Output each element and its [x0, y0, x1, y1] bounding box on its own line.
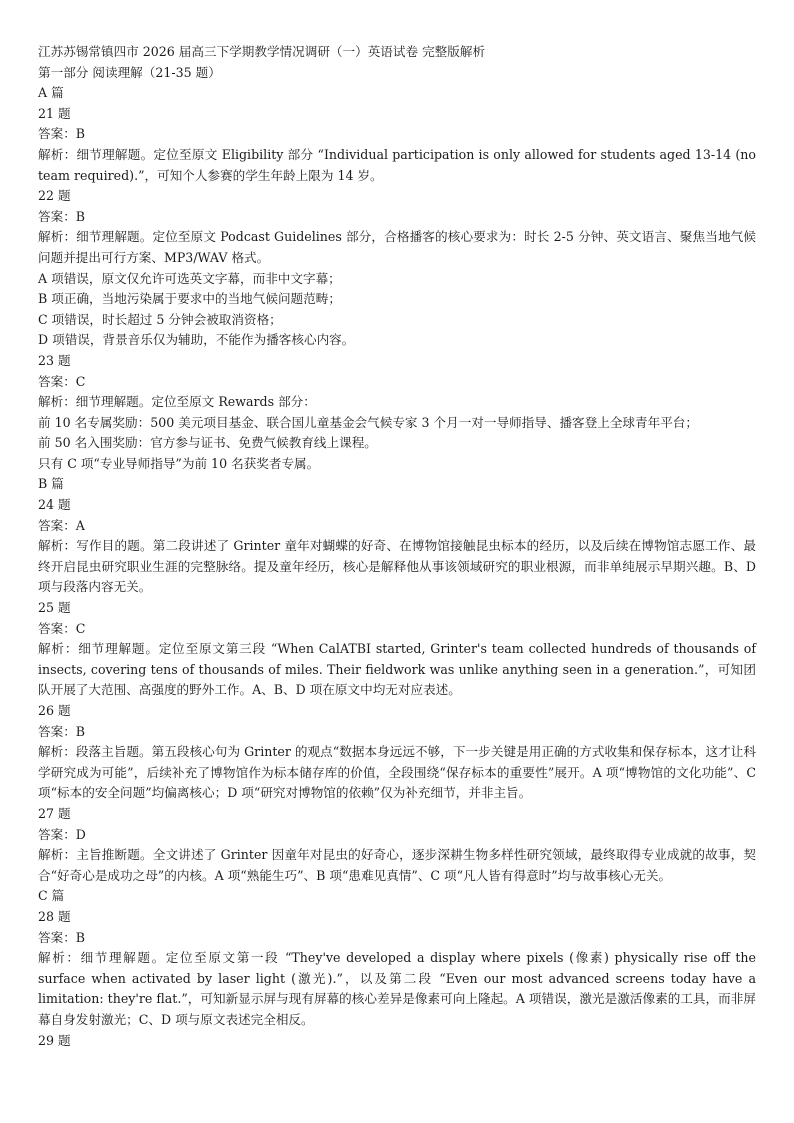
- answer-line: 答案：B: [38, 126, 86, 142]
- section-heading-c: C 篇: [38, 888, 65, 904]
- question-number: 25 题: [38, 600, 71, 616]
- question-number: 29 题: [38, 1032, 71, 1048]
- answer-line: 答案：C: [38, 373, 86, 389]
- analysis-paragraph: 解析：主旨推断题。全文讲述了 Grinter 因童年对昆虫的好奇心，逐步深耕生物多样性研究领域，最终取得专业成就的故事，契合“好奇心是成功之母”的内核。A 项“熟能生巧”、B 项“患难见真情”、C 项“凡人皆有得意时”均与故事核心无关。: [38, 847, 756, 883]
- answer-line: 答案：B: [38, 723, 86, 739]
- analysis-paragraph: 解析：段落主旨题。第五段核心句为 Grinter 的观点“数据本身远远不够，下一步关键是用正确的方式收集和保存标本，这才让科学研究成为可能”，后续补充了博物馆作为标本储存库的价值，全段围绕“保存标本的重要性”展开。A 项“博物馆的文化功能”、C 项“标本的安全问题”均偏离核心；D 项“研究对博物馆的依赖”仅为补充细节，并非主旨。: [38, 744, 756, 801]
- option-analysis: B 项正确，当地污染属于要求中的当地气候问题范畴；: [38, 291, 341, 307]
- section-heading-a: A 篇: [38, 85, 64, 101]
- analysis-paragraph: 解析：细节理解题。定位至原文第一段 “They've developed a display where pixels (像素) physically rise off the surface when activated by laser light (激光).”，以及第二段 “Even our most advanced screens today have a limitation: they're flat.”，可知新显示屏与现有屏幕的核心差异是像素可向上隆起。A 项错误，激光是激活像素的工具，而非屏幕自身发射激光；C、D 项与原文表述完全相反。: [38, 950, 756, 1027]
- question-number: 28 题: [38, 908, 71, 924]
- document-title: 江苏苏锡常镇四市 2026 届高三下学期教学情况调研（一）英语试卷 完整版解析: [38, 44, 486, 59]
- analysis-paragraph: 解析：细节理解题。定位至原文 Rewards 部分：: [38, 394, 316, 410]
- answer-line: 答案：B: [38, 929, 86, 945]
- analysis-paragraph: 解析：细节理解题。定位至原文第三段 “When CalATBI started, Grinter's team collected hundreds of thousands of insects, covering tens of thousands of miles. Their fieldwork was unlike anything seen in a generation.”，可知团队开展了大范围、高强度的野外工作。A、B、D 项在原文中均无对应表述。: [38, 641, 756, 698]
- option-analysis: D 项错误，背景音乐仅为辅助，不能作为播客核心内容。: [38, 332, 355, 348]
- question-number: 24 题: [38, 497, 71, 513]
- reward-line-top-10: 前 10 名专属奖励：500 美元项目基金、联合国儿童基金会气候专家 3 个月一对一导师指导、播客登上全球青年平台；: [38, 414, 698, 430]
- question-number: 23 题: [38, 352, 71, 368]
- question-number: 26 题: [38, 703, 71, 718]
- reward-line-top-50: 前 50 名入围奖励：官方参与证书、免费气候教育线上课程。: [38, 435, 377, 451]
- section-heading-b: B 篇: [38, 476, 64, 492]
- answer-line: 答案：C: [38, 620, 86, 636]
- answer-line: 答案：B: [38, 208, 86, 224]
- answer-line: 答案：A: [38, 517, 85, 533]
- analysis-paragraph: 解析：细节理解题。定位至原文 Eligibility 部分 “Individual participation is only allowed for students aged 13-14 (no team required).”，可知个人参赛的学生年龄上限为 14 岁。: [38, 146, 756, 183]
- conclusion-line: 只有 C 项“专业导师指导”为前 10 名获奖者专属。: [38, 455, 320, 471]
- question-number: 21 题: [38, 105, 71, 121]
- option-analysis: A 项错误，原文仅允许可选英文字幕，而非中文字幕；: [38, 270, 341, 286]
- part-heading: 第一部分 阅读理解（21-35 题）: [38, 64, 221, 80]
- analysis-paragraph: 解析：写作目的题。第二段讲述了 Grinter 童年对蝴蝶的好奇、在博物馆接触昆虫标本的经历，以及后续在博物馆志愿工作、最终开启昆虫研究职业生涯的完整脉络。提及童年经历，核心是解释他从事该领域研究的职业根源，而非单纯展示早期兴趣。B、D 项与段落内容无关。: [38, 538, 756, 595]
- option-analysis: C 项错误，时长超过 5 分钟会被取消资格；: [38, 311, 282, 327]
- analysis-paragraph: 解析：细节理解题。定位至原文 Podcast Guidelines 部分，合格播客的核心要求为：时长 2-5 分钟、英文语言、聚焦当地气候问题并提出可行方案、MP3/WAV 格式。: [38, 229, 756, 265]
- question-number: 22 题: [38, 188, 71, 204]
- answer-line: 答案：D: [38, 826, 86, 842]
- question-number: 27 题: [38, 805, 71, 821]
